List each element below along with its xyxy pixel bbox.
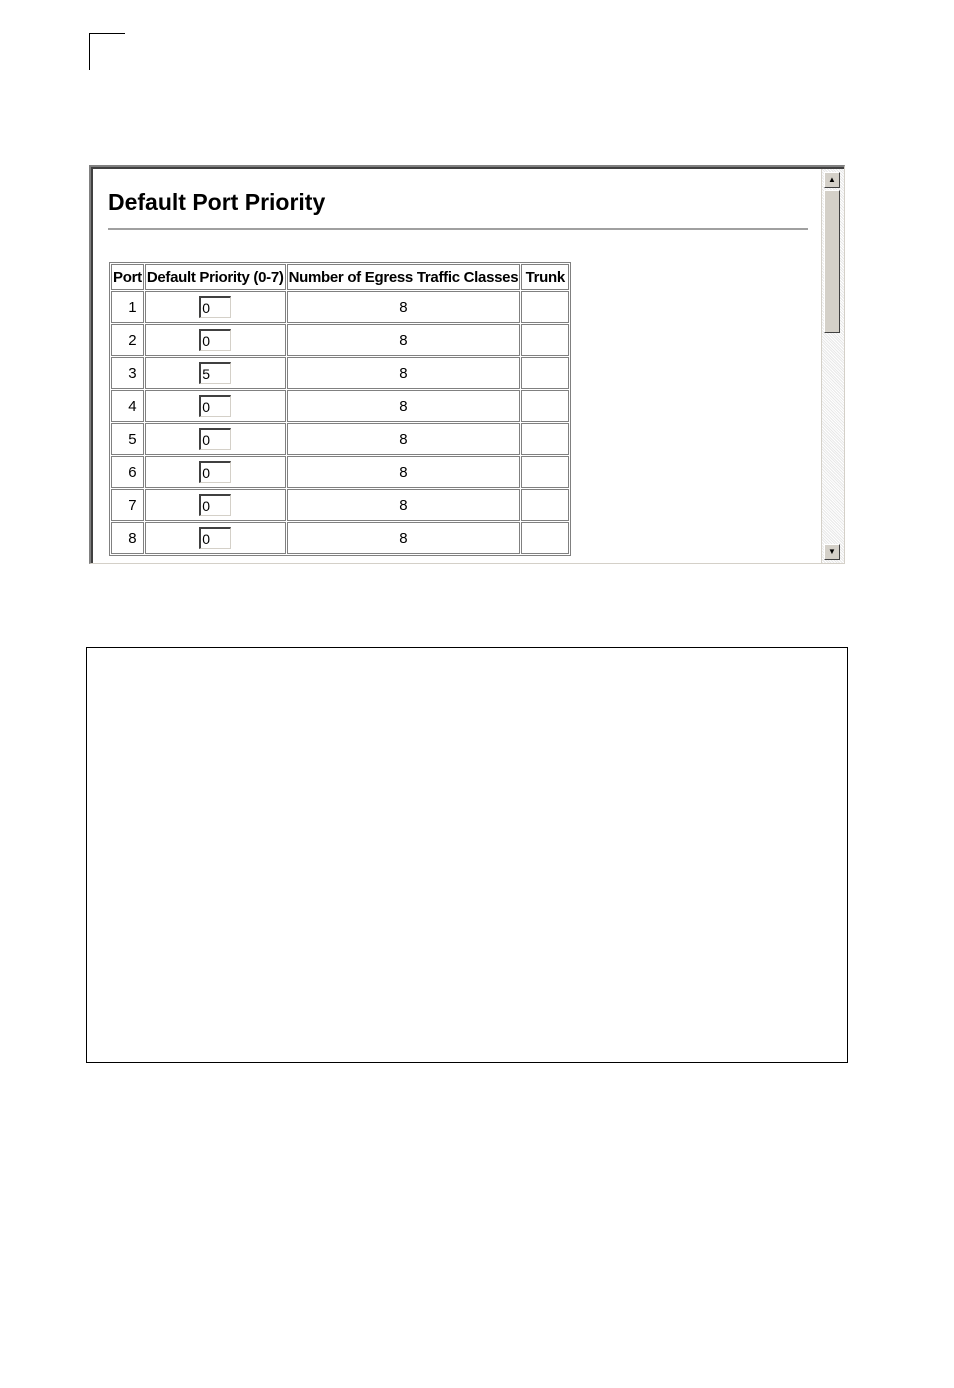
egress-classes-cell: 8	[287, 456, 521, 488]
scroll-down-button[interactable]	[824, 544, 840, 560]
triangle-down-icon: ▼	[828, 547, 836, 556]
port-number-cell: 1	[111, 291, 144, 323]
trunk-cell	[521, 522, 569, 554]
trunk-cell	[521, 291, 569, 323]
table-row	[111, 489, 569, 521]
table-row	[111, 357, 569, 389]
default-priority-cell	[145, 357, 286, 389]
port-number-cell: 6	[111, 456, 144, 488]
port-number-cell: 3	[111, 357, 144, 389]
port-number-cell: 7	[111, 489, 144, 521]
page-corner-mark	[89, 33, 125, 70]
egress-classes-cell: 8	[287, 357, 521, 389]
egress-classes-cell: 8	[287, 423, 521, 455]
page-title: Default Port Priority	[108, 189, 326, 215]
page-viewport	[93, 169, 820, 563]
default-priority-input[interactable]	[199, 494, 231, 516]
default-priority-cell	[145, 291, 286, 323]
header-trunk: Trunk	[521, 264, 569, 290]
scroll-up-button[interactable]	[824, 172, 840, 188]
trunk-cell	[521, 423, 569, 455]
port-priority-table	[109, 262, 571, 556]
browser-window	[89, 165, 845, 564]
title-divider	[108, 228, 808, 230]
header-port: Port	[111, 264, 144, 290]
egress-classes-cell: 8	[287, 522, 521, 554]
vertical-scrollbar[interactable]	[821, 169, 844, 563]
default-priority-cell	[145, 489, 286, 521]
header-default-priority: Default Priority (0-7)	[145, 264, 286, 290]
default-priority-cell	[145, 390, 286, 422]
trunk-cell	[521, 357, 569, 389]
table-row	[111, 423, 569, 455]
cli-example-box	[86, 647, 848, 1063]
egress-classes-cell: 8	[287, 324, 521, 356]
default-priority-cell	[145, 423, 286, 455]
default-priority-input[interactable]	[199, 329, 231, 351]
table-header-row	[111, 264, 569, 290]
default-priority-input[interactable]	[199, 428, 231, 450]
egress-classes-cell: 8	[287, 489, 521, 521]
egress-classes-cell: 8	[287, 390, 521, 422]
trunk-cell	[521, 390, 569, 422]
header-egress-classes: Number of Egress Traffic Classes	[287, 264, 521, 290]
default-priority-cell	[145, 324, 286, 356]
table-row	[111, 390, 569, 422]
scroll-thumb[interactable]	[824, 190, 840, 333]
egress-classes-cell: 8	[287, 291, 521, 323]
table-row	[111, 291, 569, 323]
table-row	[111, 324, 569, 356]
port-number-cell: 5	[111, 423, 144, 455]
default-priority-cell	[145, 456, 286, 488]
default-priority-input[interactable]	[199, 296, 231, 318]
browser-content-area	[91, 167, 844, 563]
port-number-cell: 8	[111, 522, 144, 554]
default-priority-input[interactable]	[199, 527, 231, 549]
triangle-up-icon: ▲	[828, 175, 836, 184]
default-priority-input[interactable]	[199, 362, 231, 384]
port-number-cell: 4	[111, 390, 144, 422]
default-priority-input[interactable]	[199, 395, 231, 417]
table-row	[111, 456, 569, 488]
trunk-cell	[521, 489, 569, 521]
default-priority-cell	[145, 522, 286, 554]
trunk-cell	[521, 324, 569, 356]
trunk-cell	[521, 456, 569, 488]
default-priority-input[interactable]	[199, 461, 231, 483]
port-number-cell: 2	[111, 324, 144, 356]
table-row	[111, 522, 569, 554]
